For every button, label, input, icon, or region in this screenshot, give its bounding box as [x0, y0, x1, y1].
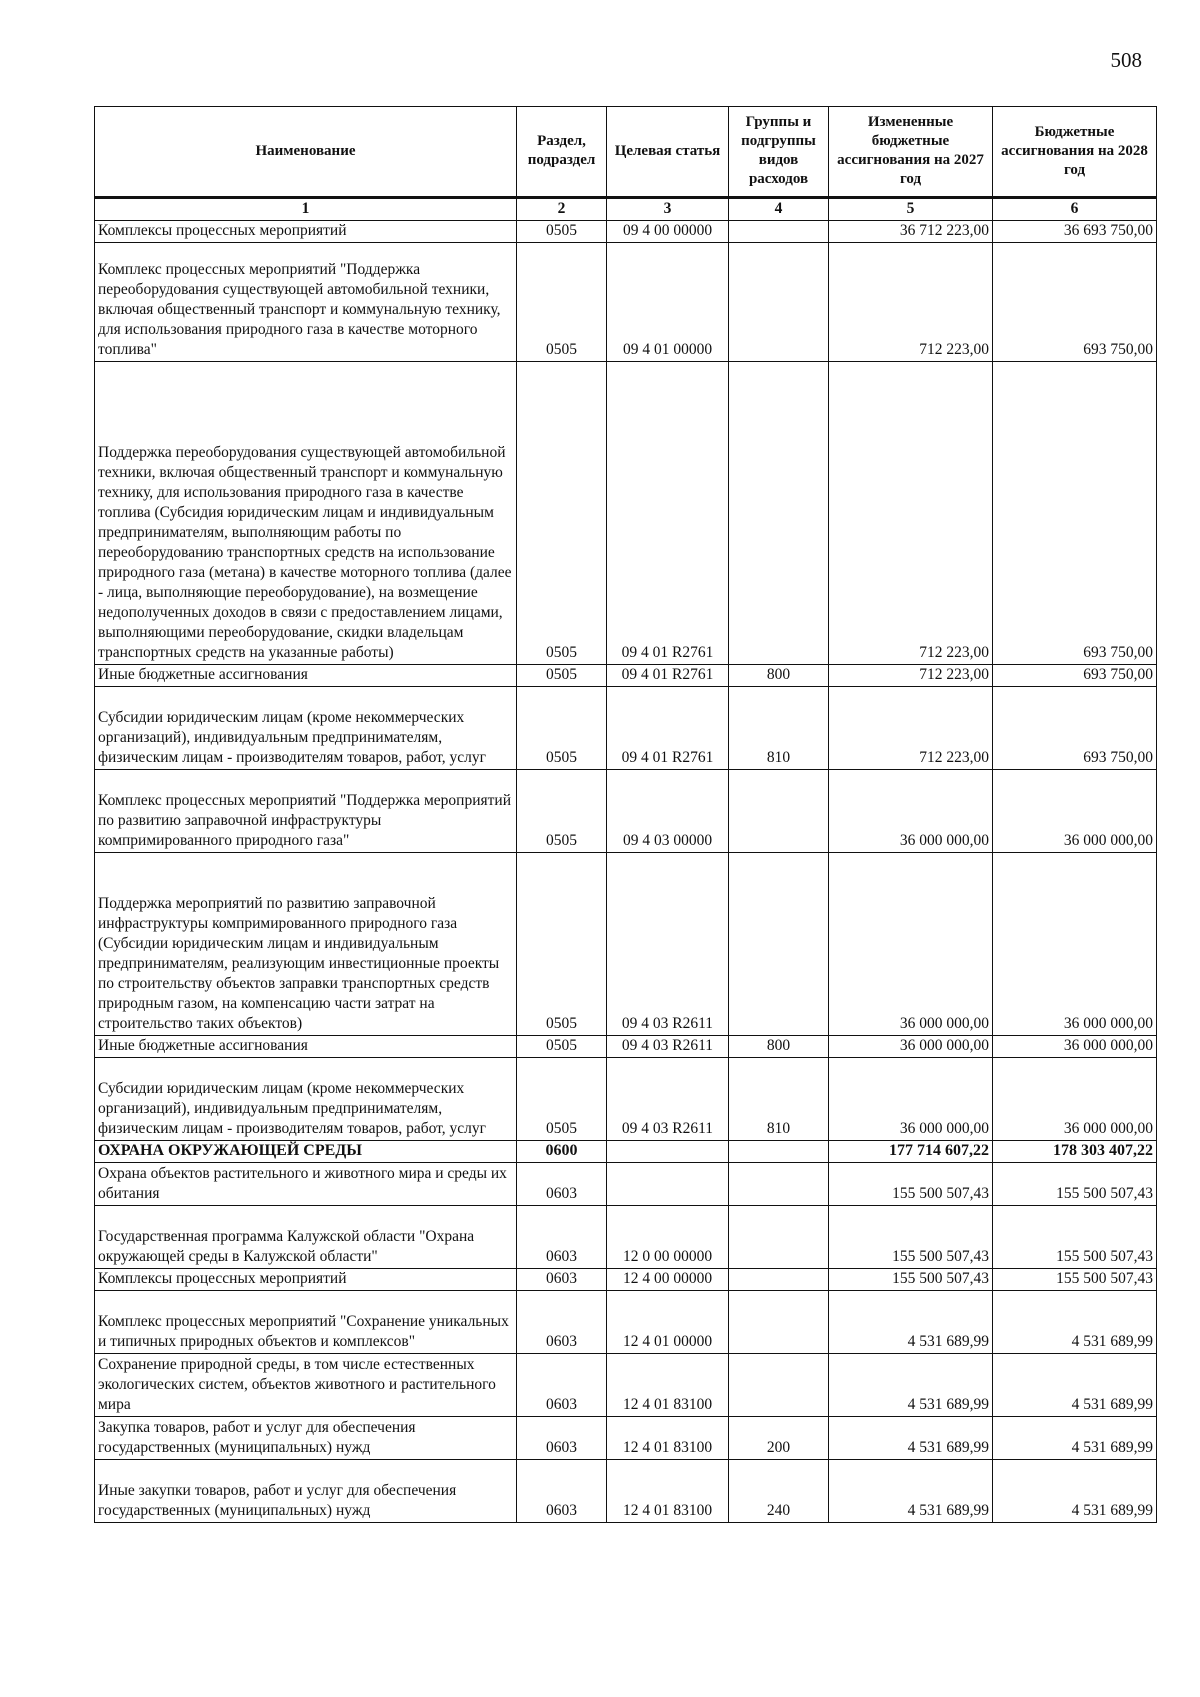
table-row: [95, 1163, 1157, 1206]
column-number: 1: [95, 198, 517, 221]
row-amount-2027: 177 714 607,22: [829, 1141, 993, 1163]
row-group: [729, 362, 829, 665]
row-amount-2028: 4 531 689,99: [993, 1291, 1157, 1354]
row-section: 0505: [517, 665, 607, 687]
row-target: 09 4 01 00000: [607, 243, 729, 362]
row-group: 240: [729, 1460, 829, 1523]
row-target: [607, 1141, 729, 1163]
row-amount-2027: 36 000 000,00: [829, 853, 993, 1036]
row-section: 0603: [517, 1354, 607, 1417]
row-group: [729, 1291, 829, 1354]
column-number: 2: [517, 198, 607, 221]
row-name: Государственная программа Калужской области "Охрана окружающей среды в Калужской области": [95, 1206, 517, 1269]
row-amount-2027: 36 000 000,00: [829, 1058, 993, 1141]
row-name: Комплекс процессных мероприятий "Сохранение уникальных и типичных природных объектов и комплексов": [95, 1291, 517, 1354]
row-group: 800: [729, 1036, 829, 1058]
row-group: [729, 1141, 829, 1163]
row-amount-2028: 4 531 689,99: [993, 1417, 1157, 1460]
row-name: Закупка товаров, работ и услуг для обеспечения государственных (муниципальных) нужд: [95, 1417, 517, 1460]
row-name: Комплекс процессных мероприятий "Поддержка мероприятий по развитию заправочной инфраструктуры компримированного природного газа": [95, 770, 517, 853]
row-amount-2028: 178 303 407,22: [993, 1141, 1157, 1163]
column-number-row: [95, 198, 1157, 221]
header-name: Наименование: [95, 107, 517, 198]
column-number: 6: [993, 198, 1157, 221]
table-row: [95, 1206, 1157, 1269]
row-target: 09 4 01 R2761: [607, 362, 729, 665]
budget-table: [94, 106, 1157, 1523]
row-amount-2028: 155 500 507,43: [993, 1163, 1157, 1206]
header-row: [95, 107, 1157, 198]
row-section: 0505: [517, 243, 607, 362]
row-amount-2027: 4 531 689,99: [829, 1460, 993, 1523]
row-group: [729, 853, 829, 1036]
column-number: 4: [729, 198, 829, 221]
row-section: 0505: [517, 853, 607, 1036]
row-amount-2028: 36 000 000,00: [993, 853, 1157, 1036]
row-amount-2028: 36 000 000,00: [993, 1058, 1157, 1141]
row-amount-2027: 4 531 689,99: [829, 1417, 993, 1460]
header-2028: Бюджетные ассигнования на 2028 год: [993, 107, 1157, 198]
page-number: 508: [1110, 48, 1142, 72]
row-target: 09 4 03 00000: [607, 770, 729, 853]
row-group: 200: [729, 1417, 829, 1460]
row-amount-2027: 36 712 223,00: [829, 221, 993, 243]
table-row: [95, 1141, 1157, 1163]
row-target: 09 4 01 R2761: [607, 687, 729, 770]
row-amount-2028: 693 750,00: [993, 362, 1157, 665]
table-row: [95, 243, 1157, 362]
row-section: 0603: [517, 1417, 607, 1460]
row-group: [729, 1354, 829, 1417]
row-target: 09 4 03 R2611: [607, 853, 729, 1036]
row-amount-2027: 712 223,00: [829, 687, 993, 770]
row-amount-2027: 36 000 000,00: [829, 1036, 993, 1058]
row-name: Комплекс процессных мероприятий "Поддержка переоборудования существующей автомобильной техники, включая общественный транспорт и коммунальную технику, для использования природного газа в качестве моторного топлива": [95, 243, 517, 362]
table-row: [95, 1417, 1157, 1460]
row-group: [729, 221, 829, 243]
row-name: Сохранение природной среды, в том числе естественных экологических систем, объектов животного и растительного мира: [95, 1354, 517, 1417]
row-section: 0505: [517, 1058, 607, 1141]
header-group: Группы и подгруппы видов расходов: [729, 107, 829, 198]
table-body: [95, 221, 1157, 1523]
header-2027: Измененные бюджетные ассигнования на 2027 год: [829, 107, 993, 198]
row-amount-2028: 693 750,00: [993, 243, 1157, 362]
header-section: Раздел, подраздел: [517, 107, 607, 198]
row-name: ОХРАНА ОКРУЖАЮЩЕЙ СРЕДЫ: [95, 1141, 517, 1163]
row-group: [729, 1163, 829, 1206]
column-number: 5: [829, 198, 993, 221]
row-amount-2028: 693 750,00: [993, 687, 1157, 770]
row-name: Поддержка переоборудования существующей автомобильной техники, включая общественный транспорт и коммунальную технику, для использования природного газа в качестве топлива (Субсидия юридическим лицам и индивидуальным предпринимателям, выполняющим работы по переоборудованию транспортных средств на использование природного газа (метана) в качестве моторного топлива (далее - лица, выполняющие переоборудование), на возмещение недополученных доходов в связи с предоставлением лицами, выполняющими переоборудование, скидки владельцам транспортных средств на указанные работы): [95, 362, 517, 665]
table-row: [95, 687, 1157, 770]
row-target: 12 4 01 83100: [607, 1417, 729, 1460]
row-group: 810: [729, 1058, 829, 1141]
row-target: [607, 1163, 729, 1206]
row-target: 12 4 01 83100: [607, 1460, 729, 1523]
row-name: Поддержка мероприятий по развитию заправочной инфраструктуры компримированного природного газа (Субсидии юридическим лицам и индивидуальным предпринимателям, реализующим инвестиционные проекты по строительству объектов заправки транспортных средств природным газом, на компенсацию части затрат на строительство таких объектов): [95, 853, 517, 1036]
row-name: Иные бюджетные ассигнования: [95, 665, 517, 687]
row-target: 09 4 03 R2611: [607, 1058, 729, 1141]
row-amount-2028: 36 000 000,00: [993, 770, 1157, 853]
row-section: 0505: [517, 362, 607, 665]
row-target: 12 0 00 00000: [607, 1206, 729, 1269]
row-target: 09 4 01 R2761: [607, 665, 729, 687]
row-section: 0505: [517, 221, 607, 243]
column-number: 3: [607, 198, 729, 221]
row-section: 0603: [517, 1163, 607, 1206]
row-amount-2027: 155 500 507,43: [829, 1269, 993, 1291]
row-group: [729, 243, 829, 362]
table-row: [95, 362, 1157, 665]
table-row: [95, 1460, 1157, 1523]
row-amount-2027: 712 223,00: [829, 665, 993, 687]
row-amount-2028: 36 693 750,00: [993, 221, 1157, 243]
row-section: 0603: [517, 1269, 607, 1291]
row-section: 0600: [517, 1141, 607, 1163]
row-section: 0603: [517, 1460, 607, 1523]
table-row: [95, 1036, 1157, 1058]
row-target: 12 4 01 83100: [607, 1354, 729, 1417]
row-amount-2027: 712 223,00: [829, 243, 993, 362]
table-row: [95, 770, 1157, 853]
row-name: Субсидии юридическим лицам (кроме некоммерческих организаций), индивидуальным предпринимателям, физическим лицам - производителям товаров, работ, услуг: [95, 687, 517, 770]
row-amount-2028: 693 750,00: [993, 665, 1157, 687]
row-section: 0505: [517, 1036, 607, 1058]
table-row: [95, 1354, 1157, 1417]
row-amount-2028: 4 531 689,99: [993, 1460, 1157, 1523]
row-target: 12 4 00 00000: [607, 1269, 729, 1291]
table-row: [95, 1291, 1157, 1354]
row-name: Субсидии юридическим лицам (кроме некоммерческих организаций), индивидуальным предпринимателям, физическим лицам - производителям товаров, работ, услуг: [95, 1058, 517, 1141]
row-section: 0603: [517, 1291, 607, 1354]
row-group: 800: [729, 665, 829, 687]
table-row: [95, 1058, 1157, 1141]
row-target: 09 4 03 R2611: [607, 1036, 729, 1058]
row-amount-2027: 4 531 689,99: [829, 1354, 993, 1417]
table-row: [95, 665, 1157, 687]
row-name: Иные закупки товаров, работ и услуг для обеспечения государственных (муниципальных) нужд: [95, 1460, 517, 1523]
row-amount-2027: 36 000 000,00: [829, 770, 993, 853]
row-amount-2028: 155 500 507,43: [993, 1206, 1157, 1269]
row-amount-2027: 155 500 507,43: [829, 1163, 993, 1206]
table-row: [95, 853, 1157, 1036]
row-amount-2028: 155 500 507,43: [993, 1269, 1157, 1291]
table-row: [95, 221, 1157, 243]
table-row: [95, 1269, 1157, 1291]
row-section: 0505: [517, 770, 607, 853]
row-name: Комплексы процессных мероприятий: [95, 1269, 517, 1291]
row-group: 810: [729, 687, 829, 770]
row-group: [729, 770, 829, 853]
row-amount-2028: 4 531 689,99: [993, 1354, 1157, 1417]
row-name: Комплексы процессных мероприятий: [95, 221, 517, 243]
row-name: Охрана объектов растительного и животного мира и среды их обитания: [95, 1163, 517, 1206]
row-amount-2027: 155 500 507,43: [829, 1206, 993, 1269]
row-section: 0603: [517, 1206, 607, 1269]
row-name: Иные бюджетные ассигнования: [95, 1036, 517, 1058]
row-group: [729, 1206, 829, 1269]
row-target: 09 4 00 00000: [607, 221, 729, 243]
row-amount-2028: 36 000 000,00: [993, 1036, 1157, 1058]
row-section: 0505: [517, 687, 607, 770]
header-target: Целевая статья: [607, 107, 729, 198]
row-amount-2027: 712 223,00: [829, 362, 993, 665]
row-group: [729, 1269, 829, 1291]
row-target: 12 4 01 00000: [607, 1291, 729, 1354]
row-amount-2027: 4 531 689,99: [829, 1291, 993, 1354]
